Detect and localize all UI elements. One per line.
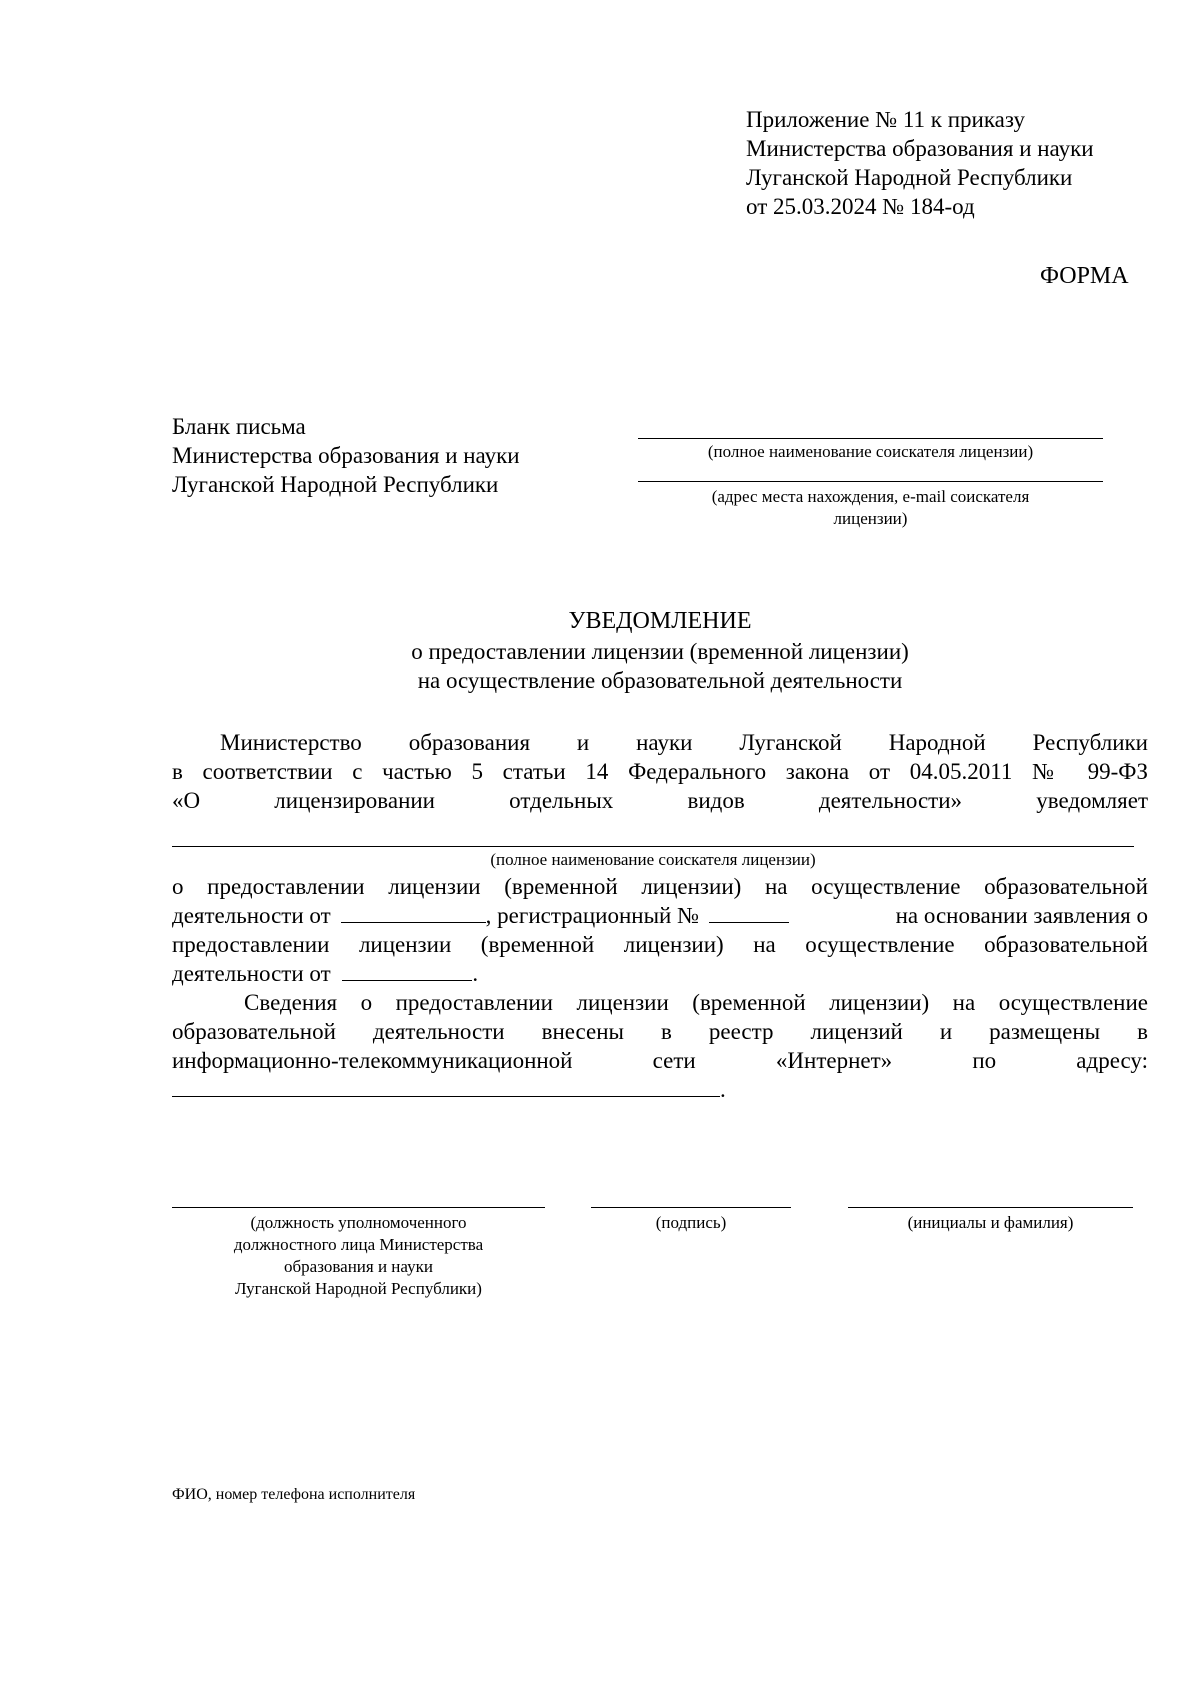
caption-line: лицензии) (833, 509, 908, 528)
text-line: образовательной деятельности внесены в реестр лицензий и размещены в (172, 1019, 1148, 1044)
caption-line: (должность уполномоченного (250, 1213, 467, 1232)
initials-caption: (инициалы и фамилия) (907, 1213, 1074, 1232)
letterhead-line: Луганской Народной Республики (172, 472, 499, 497)
caption-line: (адрес места нахождения, e-mail соискателя (711, 487, 1030, 506)
applicant-name-line (172, 846, 1134, 847)
caption-line: образования и науки (284, 1257, 433, 1276)
application-date-blank (342, 960, 472, 981)
document-title (172, 606, 1148, 695)
internet-address-blank (172, 1076, 720, 1097)
text-line: Сведения о предоставлении лицензии (временной лицензии) на осуществление (244, 990, 1148, 1015)
letterhead-block (172, 412, 520, 499)
recipient-address-line (638, 481, 1103, 482)
initials-line (848, 1207, 1133, 1208)
form-label: ФОРМА (1040, 263, 1129, 289)
text-line (172, 901, 1148, 930)
appendix-line: Министерства образования и науки (746, 136, 1094, 161)
signature-line (591, 1207, 791, 1208)
letterhead-line: Бланк письма (172, 414, 306, 439)
position-caption (172, 1212, 545, 1300)
text-fragment: . (720, 1077, 726, 1102)
title-main: УВЕДОМЛЕНИЕ (568, 608, 752, 634)
appendix-line: Луганской Народной Республики (746, 165, 1073, 190)
position-line (172, 1207, 545, 1208)
title-sub: о предоставлении лицензии (временной лицензии) (411, 639, 909, 664)
title-sub: на осуществление образовательной деятельности (417, 668, 903, 693)
letterhead-line: Министерства образования и науки (172, 443, 520, 468)
recipient-name-line (638, 438, 1103, 439)
text-line: о предоставлении лицензии (временной лицензии) на осуществление образовательной (172, 874, 1148, 899)
caption-line: должностного лица Министерства (233, 1235, 484, 1254)
signature-caption: (подпись) (655, 1213, 727, 1232)
text-line (172, 1075, 1148, 1104)
license-date-blank (341, 902, 486, 923)
appendix-block (746, 105, 1094, 221)
recipient-address-caption (638, 486, 1103, 530)
caption-line: Луганской Народной Республики) (235, 1279, 482, 1298)
paragraph-3 (172, 988, 1148, 1104)
text-line: «О лицензировании отдельных видов деятельности» уведомляет (172, 788, 1148, 813)
text-line: Министерство образования и науки Луганской Народной Республики (220, 730, 1148, 755)
paragraph-1 (172, 728, 1148, 815)
paragraph-2 (172, 872, 1148, 988)
appendix-line: Приложение № 11 к приказу (746, 107, 1025, 132)
text-line: в соответствии с частью 5 статьи 14 Федерального закона от 04.05.2011 № 99-ФЗ (172, 759, 1148, 784)
text-fragment: деятельности от (172, 961, 331, 986)
appendix-line: от 25.03.2024 № 184-од (746, 194, 975, 219)
recipient-name-caption: (полное наименование соискателя лицензии) (707, 442, 1034, 461)
text-line: информационно-телекоммуникационной сети «Интернет» по адресу: (172, 1048, 1148, 1073)
text-fragment: , регистрационный № (485, 903, 700, 928)
applicant-name-caption: (полное наименование соискателя лицензии) (490, 850, 816, 869)
executor-note: ФИО, номер телефона исполнителя (172, 1486, 416, 1503)
text-line: предоставлении лицензии (временной лицензии) на осуществление образовательной (172, 932, 1148, 957)
text-fragment: на основании заявления о (895, 903, 1148, 928)
text-fragment: . (472, 961, 479, 986)
registration-number-blank (709, 902, 789, 923)
text-line (172, 959, 1148, 988)
text-fragment: деятельности от (172, 903, 331, 928)
